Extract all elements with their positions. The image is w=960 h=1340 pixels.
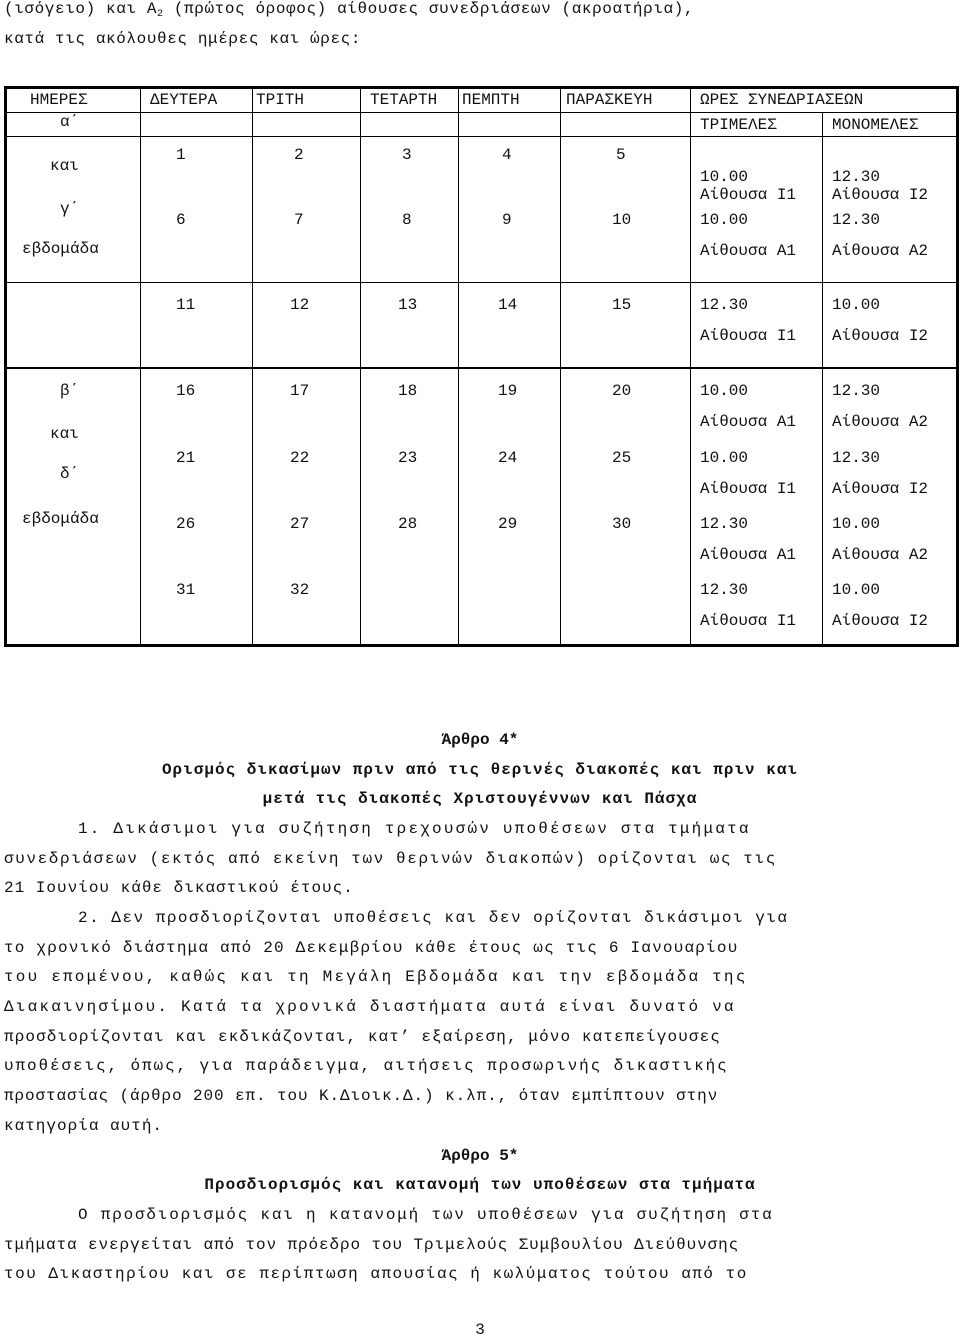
day-cell: 29 (498, 515, 518, 533)
single-room: Αίθουσα Α2 (832, 242, 929, 260)
day-cell: 5 (616, 146, 626, 164)
three-room: Αίθουσα Ι1 (700, 186, 797, 204)
day-cell: 7 (294, 211, 304, 229)
single-time: 12.30 (832, 382, 881, 400)
single-time: 10.00 (832, 296, 881, 314)
day-cell: 24 (498, 449, 518, 467)
single-room: Αίθουσα Α2 (832, 413, 929, 431)
three-room: Αίθουσα Ι1 (700, 327, 797, 345)
article5-p-line: Ο προσδιορισμός και η κατανομή των υποθέσεων για συζήτηση στα (78, 1206, 774, 1224)
article5-p-line: του Δικαστηρίου και σε περίπτωση απουσίας ή κωλύματος τούτου από το (4, 1265, 748, 1283)
day-cell: 2 (294, 146, 304, 164)
article5-title: Άρθρο 5* (441, 1147, 519, 1165)
week2-label-1: β΄ (60, 382, 80, 400)
day-cell: 13 (398, 296, 418, 314)
header-single-member: ΜΟΝΟΜΕΛΕΣ (832, 116, 919, 134)
header-thursday: ΠΕΜΠΤΗ (462, 91, 520, 109)
three-room: Αίθουσα Ι1 (700, 612, 797, 630)
day-cell: 4 (502, 146, 512, 164)
single-time: 12.30 (832, 168, 881, 186)
day-cell: 15 (612, 296, 632, 314)
article4-p1-line: συνεδριάσεων (εκτός από εκείνη των θερινών διακοπών) ορίζονται ως τις (4, 850, 777, 868)
day-cell: 25 (612, 449, 632, 467)
page-number: 3 (475, 1321, 485, 1339)
week1-label-3: γ΄ (60, 200, 80, 218)
single-room: Αίθουσα Ι2 (832, 327, 929, 345)
week2-label-2: και (50, 425, 79, 443)
article4-p1-line: 21 Ιουνίου κάθε δικαστικού έτους. (4, 879, 354, 897)
header-three-member: ΤΡΙΜΕΛΕΣ (700, 116, 777, 134)
article4-p2-line: προστασίας (άρθρο 200 επ. του Κ.Διοικ.Δ.) κ.λπ., όταν εμπίπτουν στην (4, 1087, 719, 1105)
single-room: Αίθουσα Α2 (832, 546, 929, 564)
single-time: 10.00 (832, 515, 881, 533)
three-time: 12.30 (700, 296, 749, 314)
three-room: Αίθουσα Α1 (700, 546, 797, 564)
intro-line-1: (ισόγειο) και Α2 (πρώτος όροφος) αίθουσες συνεδριάσεων (ακροατήρια), (4, 0, 695, 20)
header-tuesday: ΤΡΙΤΗ (256, 91, 305, 109)
article4-p2-line: κατηγορία αυτή. (4, 1117, 164, 1135)
day-cell: 9 (502, 211, 512, 229)
article5-subtitle: Προσδιορισμός και κατανομή των υποθέσεων στα τμήματα (204, 1176, 756, 1194)
article4-p2-line: 2. Δεν προσδιορίζονται υποθέσεις και δεν ορίζονται δικάσιμοι για (78, 909, 789, 927)
three-room: Αίθουσα Α1 (700, 413, 797, 431)
header-hours: ΩΡΕΣ ΣΥΝΕΔΡΙΑΣΕΩΝ (700, 91, 864, 109)
day-cell: 22 (290, 449, 310, 467)
day-cell: 3 (402, 146, 412, 164)
day-cell: 21 (176, 449, 196, 467)
single-room: Αίθουσα Ι2 (832, 186, 929, 204)
intro-line-2: κατά τις ακόλουθες ημέρες και ώρες: (4, 30, 362, 48)
article4-p2-line: υποθέσεις, όπως, για παράδειγμα, αιτήσεις προσωρινής δικαστικής (4, 1057, 729, 1075)
week1-label-2: και (50, 157, 79, 175)
article4-subtitle-2: μετά τις διακοπές Χριστουγέννων και Πάσχα (262, 790, 698, 808)
day-cell: 8 (402, 211, 412, 229)
day-cell: 23 (398, 449, 418, 467)
three-time: 10.00 (700, 382, 749, 400)
three-time: 12.30 (700, 581, 749, 599)
week2-label-3: δ΄ (60, 465, 80, 483)
week2-label-4: εβδομάδα (22, 510, 99, 528)
single-room: Αίθουσα Ι2 (832, 480, 929, 498)
day-cell: 10 (612, 211, 632, 229)
day-cell: 32 (290, 581, 310, 599)
three-room: Αίθουσα Ι1 (700, 480, 797, 498)
day-cell: 18 (398, 382, 418, 400)
article4-p1-line: 1. Δικάσιμοι για συζήτηση τρεχουσών υποθέσεων στα τμήματα (78, 820, 751, 838)
three-time: 12.30 (700, 515, 749, 533)
article4-p2-line: το χρονικό διάστημα από 20 Δεκεμβρίου κάθε έτους ως τις 6 Ιανουαρίου (4, 939, 739, 957)
header-friday: ΠΑΡΑΣΚΕΥΗ (566, 91, 653, 109)
day-cell: 16 (176, 382, 196, 400)
three-time: 10.00 (700, 211, 749, 229)
day-cell: 27 (290, 515, 310, 533)
day-cell: 1 (176, 146, 186, 164)
article4-p2-line: Διακαινησίμου. Κατά τα χρονικά διαστήματα αυτά είναι δυνατό να (4, 998, 736, 1016)
day-cell: 31 (176, 581, 196, 599)
single-time: 12.30 (832, 211, 881, 229)
header-days: ΗΜΕΡΕΣ (30, 91, 88, 109)
week1-label-1: α΄ (60, 113, 80, 131)
day-cell: 6 (176, 211, 186, 229)
week1-label-4: εβδομάδα (22, 240, 99, 258)
three-room: Αίθουσα Α1 (700, 242, 797, 260)
three-time: 10.00 (700, 168, 749, 186)
day-cell: 19 (498, 382, 518, 400)
single-room: Αίθουσα Ι2 (832, 612, 929, 630)
day-cell: 17 (290, 382, 310, 400)
article4-p2-line: προσδιορίζονται και εκδικάζονται, κατ’ εξαίρεση, μόνο κατεπείγουσες (4, 1028, 722, 1046)
day-cell: 12 (290, 296, 310, 314)
header-wednesday: ΤΕΤΑΡΤΗ (370, 91, 438, 109)
article5-p-line: τμήματα ενεργείται από τον πρόεδρο του Τριμελούς Συμβουλίου Διεύθυνσης (4, 1236, 740, 1254)
day-cell: 20 (612, 382, 632, 400)
day-cell: 11 (176, 296, 196, 314)
day-cell: 26 (176, 515, 196, 533)
day-cell: 28 (398, 515, 418, 533)
article4-title: Άρθρο 4* (441, 731, 519, 749)
single-time: 12.30 (832, 449, 881, 467)
header-monday: ΔΕΥΤΕΡΑ (150, 91, 218, 109)
day-cell: 30 (612, 515, 632, 533)
day-cell: 14 (498, 296, 518, 314)
single-time: 10.00 (832, 581, 881, 599)
article4-p2-line: του επομένου, καθώς και τη Μεγάλη Εβδομάδα και την εβδομάδα της (4, 968, 748, 986)
article4-subtitle-1: Ορισμός δικασίμων πριν από τις θερινές διακοπές και πριν και (161, 761, 799, 779)
three-time: 10.00 (700, 449, 749, 467)
